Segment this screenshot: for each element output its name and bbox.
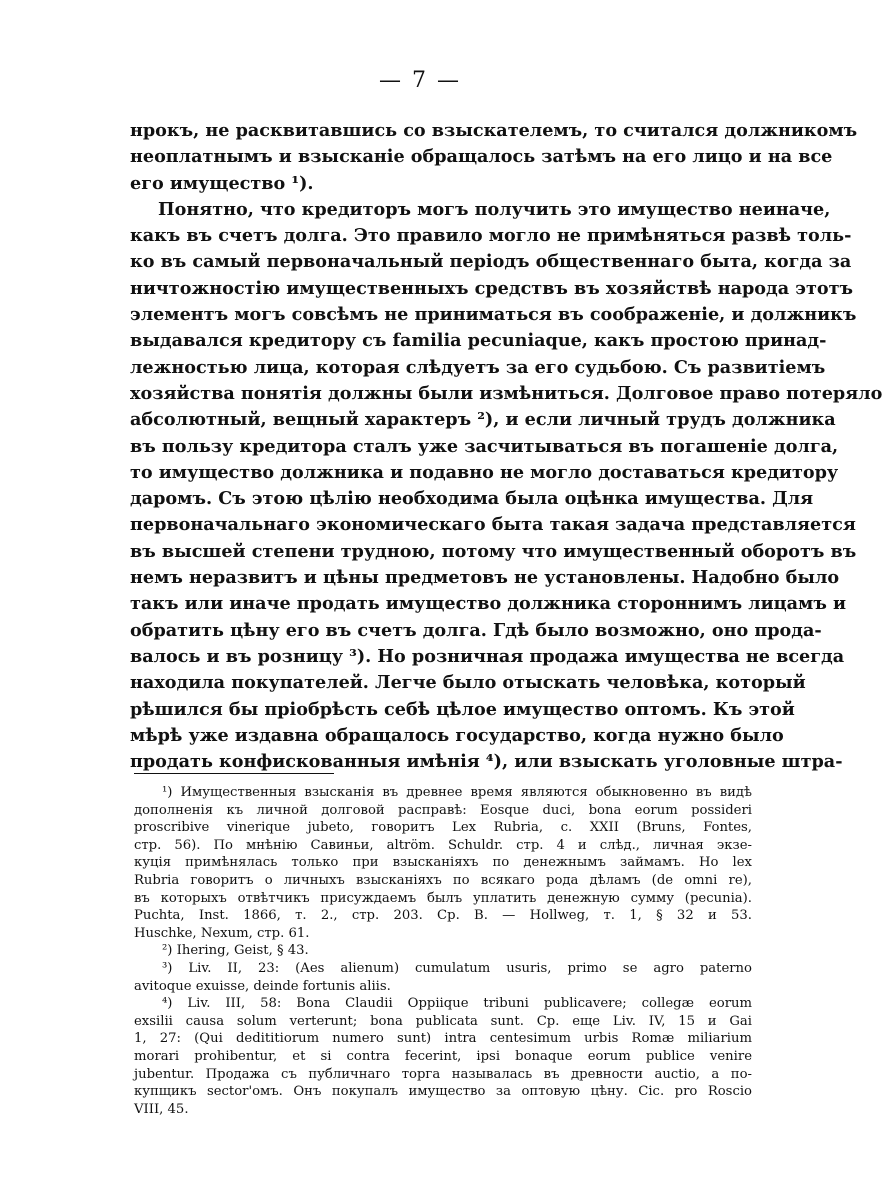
- footnote-line: jubentur. Продажа съ публичнаго торга называлась въ древности auctio, а по-: [134, 1066, 752, 1082]
- text-line: валось и въ розницу ³). Но розничная продажа имущества не всегда: [130, 645, 845, 667]
- footnote-line: 1, 27: (Qui dedititiorum numero sunt) intra centesimum urbis Romæ miliarium: [134, 1031, 752, 1047]
- text-line: нрокъ, не расквитавшись со взыскателемъ, то считался должникомъ: [130, 120, 858, 141]
- text-line: его имущество ¹).: [130, 172, 314, 194]
- text-line: выдавался кредитору съ familia pecuniaque, какъ простою принад-: [130, 330, 827, 352]
- text-line: въ пользу кредитора сталъ уже засчитываться въ погашеніе долга,: [130, 435, 839, 457]
- text-line: первоначальнаго экономическаго быта такая задача представляется: [130, 514, 856, 536]
- text-line: хозяйства понятія должны были измѣниться. Долговое право потеряло: [130, 382, 882, 404]
- footnote-line: Puchta, Inst. 1866, т. 2., стр. 203. Ср. B. — Hollweg, т. 1, § 32 и 53.: [134, 908, 752, 924]
- footnote-line: Rubria говоритъ о личныхъ взысканіяхъ по всякаго рода дѣламъ (de omni re),: [134, 872, 752, 888]
- footnote-line: куція примѣнялась только при взысканіяхъ по денежнымъ займамъ. Но lex: [134, 855, 752, 871]
- text-line: неоплатнымъ и взысканіе обращалось затѣмъ на его лицо и на все: [130, 146, 833, 168]
- footnote-line: Huschke, Nexum, стр. 61.: [134, 925, 310, 941]
- footnote-line: дополненія къ личной долговой расправѣ: Eosque duci, bona eorum possideri: [134, 802, 752, 818]
- footnote-line: ²) Ihering, Geist, § 43.: [162, 943, 309, 959]
- text-line: находила покупателей. Легче было отыскать человѣка, который: [130, 672, 806, 694]
- text-line: ничтожностію имущественныхъ средствъ въ хозяйствѣ народа этотъ: [130, 277, 854, 299]
- text-line: немъ неразвитъ и цѣны предметовъ не установлены. Надобно было: [130, 567, 840, 589]
- footnote-line: morari prohibentur, et si contra fecerint, ipsi bonaque eorum publice venire: [134, 1048, 752, 1064]
- footnote-line: exsilii causa solum verterunt; bona publicata sunt. Ср. еще Liv. IV, 15 и Gai: [134, 1013, 752, 1029]
- text-line: рѣшился бы пріобрѣсть себѣ цѣлое имущество оптомъ. Къ этой: [130, 698, 795, 720]
- footnote-line: стр. 56). По мнѣнію Савиньи, altröm. Schuldr. стр. 4 и слѣд., личная экзе-: [134, 837, 752, 853]
- text-line: обратить цѣну его въ счетъ долга. Гдѣ было возможно, оно прода-: [130, 619, 822, 641]
- footnote-line: VIII, 45.: [134, 1101, 189, 1117]
- text-line: абсолютный, вещный характеръ ²), и если личный трудъ должника: [130, 409, 836, 431]
- text-line: такъ или иначе продать имущество должника стороннимъ лицамъ и: [130, 593, 847, 615]
- text-line: въ высшей степени трудною, потому что имущественный оборотъ въ: [130, 540, 857, 562]
- footnote-line: ¹) Имущественныя взысканія въ древнее время являются обыкновенно въ видѣ: [162, 785, 752, 800]
- footnotes: [134, 784, 752, 1118]
- footnote-line: въ которыхъ отвѣтчикъ присуждаемъ былъ уплатить денежную сумму (pecunia).: [134, 890, 752, 906]
- page-number: — 7 —: [379, 68, 461, 93]
- text-line: продать конфискованныя имѣнія ⁴), или взыскать уголовные штра-: [130, 751, 843, 773]
- footnote-line: купщикъ sector'омъ. Онъ покупалъ имущество за оптовую цѣну. Cic. pro Roscio: [134, 1084, 752, 1100]
- text-line: лежностью лица, которая слѣдуетъ за его судьбою. Съ развитіемъ: [130, 356, 826, 378]
- footnote-divider: [134, 773, 334, 774]
- main-text: [130, 118, 882, 775]
- text-line: то имущество должника и подавно не могло доставаться кредитору: [130, 461, 839, 483]
- text-line: элементъ могъ совсѣмъ не приниматься въ соображеніе, и должникъ: [130, 304, 857, 326]
- footnote-line: proscribive vinerique jubeto, говоритъ Lex Rubria, c. XXII (Bruns, Fontes,: [134, 820, 752, 836]
- text-line: даромъ. Съ этою цѣлію необходима была оцѣнка имущества. Для: [130, 488, 814, 510]
- footnote-line: avitoque exuisse, deinde fortunis aliis.: [134, 978, 391, 994]
- paragraph-start-line: Понятно, что кредиторъ могъ получить это имущество неиначе,: [158, 198, 831, 220]
- text-line: ко въ самый первоначальный періодъ общественнаго быта, когда за: [130, 251, 852, 273]
- text-line: какъ въ счетъ долга. Это правило могло не примѣняться развѣ толь-: [130, 225, 852, 247]
- footnote-line: ³) Liv. II, 23: (Aes alienum) cumulatum usuris, primo se agro paterno: [162, 960, 752, 976]
- text-line: мѣрѣ уже издавна обращалось государство, когда нужно было: [130, 724, 784, 746]
- footnote-line: ⁴) Liv. III, 58: Bona Claudii Oppiique tribuni publicavere; collegæ eorum: [162, 996, 752, 1012]
